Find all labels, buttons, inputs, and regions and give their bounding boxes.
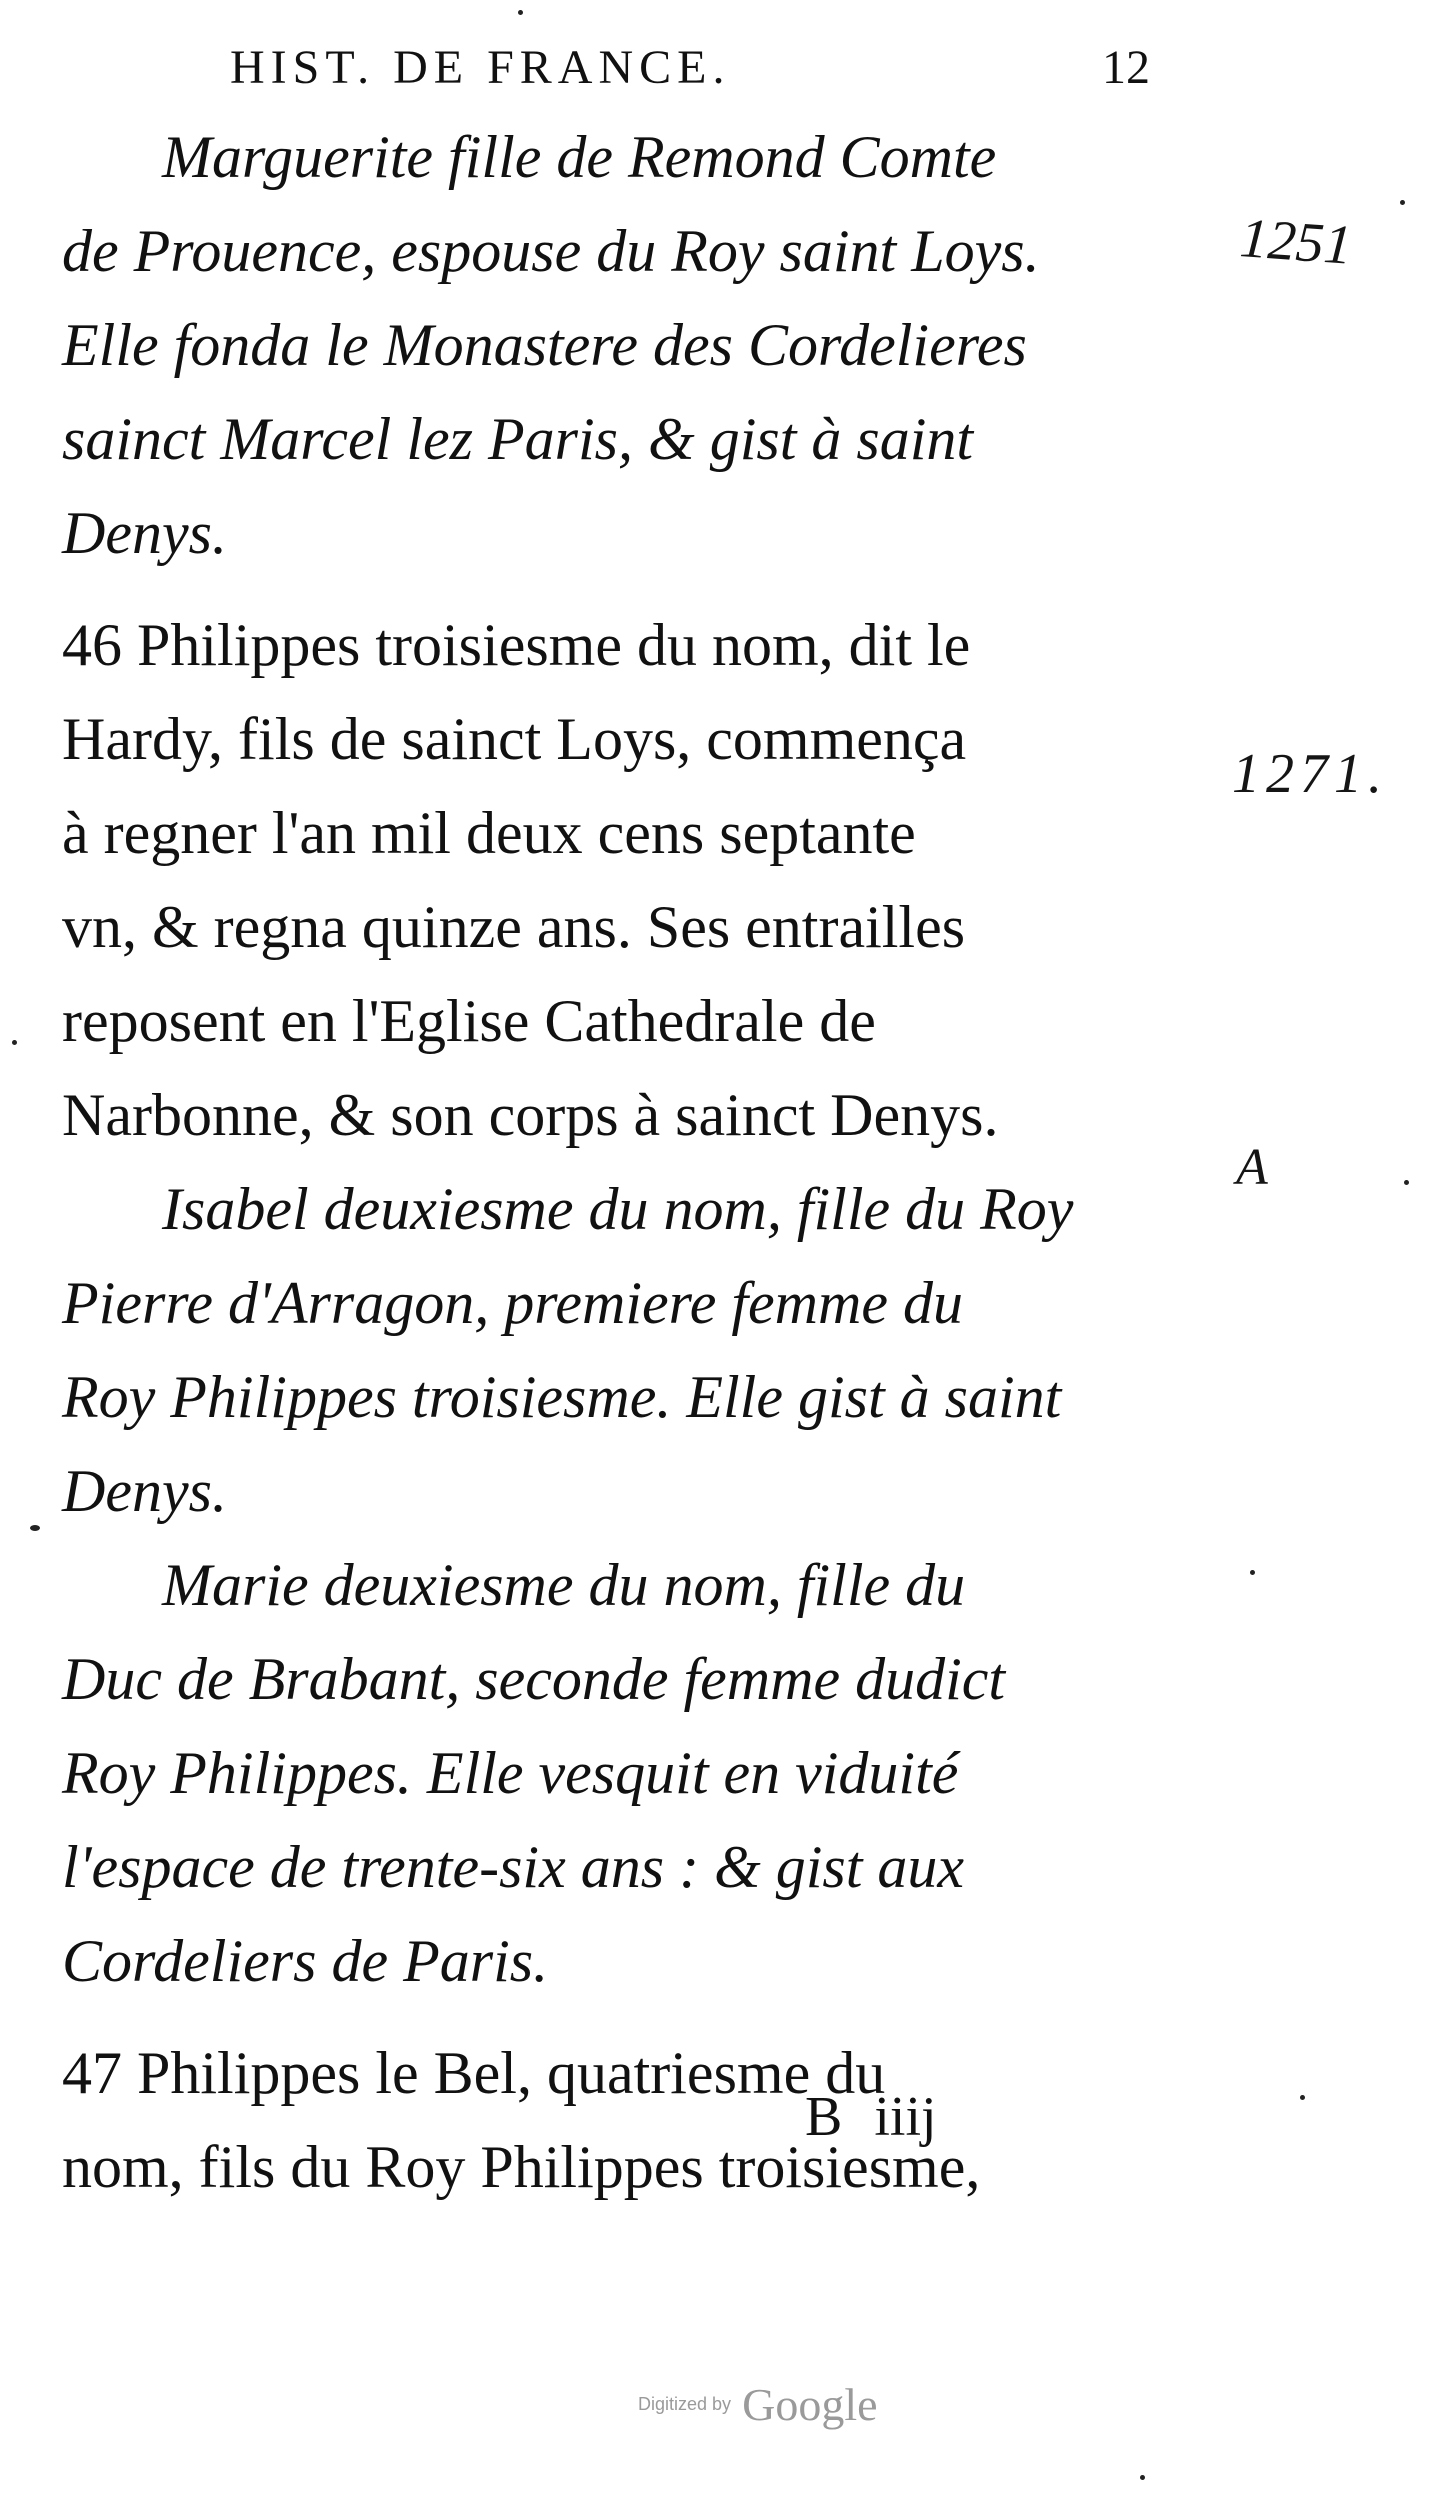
text-line: sainct Marcel lez Paris, & gist à saint [62, 406, 974, 472]
margin-note: 1251 [1237, 207, 1355, 277]
scan-speck [1300, 2095, 1305, 2100]
text-line: Cordeliers de Paris. [62, 1928, 549, 1994]
text-line: Pierre d'Arragon, premiere femme du [62, 1270, 963, 1336]
text-line: Denys. [62, 500, 227, 566]
digitized-brand: Google [742, 2379, 878, 2430]
text-line: reposent en l'Eglise Cathedrale de [62, 988, 876, 1054]
text-line: à regner l'an mil deux cens septante [62, 800, 916, 866]
scan-speck [30, 1525, 40, 1531]
text-line: Roy Philippes troisiesme. Elle gist à saint [62, 1364, 1062, 1430]
scan-speck [12, 1040, 17, 1045]
signature-mark: B iiij [805, 2086, 937, 2148]
text-line: nom, fils du Roy Philippes troisiesme, [62, 2134, 981, 2200]
page-number: 12 [1102, 41, 1150, 94]
scan-speck [1250, 1570, 1255, 1575]
text-line: de Prouence, espouse du Roy saint Loys. [62, 218, 1040, 284]
scan-speck [1140, 2475, 1145, 2480]
text-line: Denys. [62, 1458, 227, 1524]
running-head [230, 40, 1150, 100]
text-line: Marie deuxiesme du nom, fille du [162, 1552, 966, 1618]
margin-note: A [1236, 1139, 1268, 1196]
text-line: 46 Philippes troisiesme du nom, dit le [62, 612, 971, 678]
digitized-prefix: Digitized by [638, 2394, 732, 2414]
body-text [62, 110, 1182, 2214]
text-line: vn, & regna quinze ans. Ses entrailles [62, 894, 966, 960]
text-line: Duc de Brabant, seconde femme dudict [62, 1646, 1006, 1712]
scan-speck [518, 10, 523, 15]
text-line: Marguerite fille de Remond Comte [162, 124, 997, 190]
text-line: 47 Philippes le Bel, quatriesme du [62, 2040, 886, 2106]
scan-speck [1400, 200, 1405, 205]
text-line: Roy Philippes. Elle vesquit en viduité [62, 1740, 959, 1806]
scan-speck [1404, 1180, 1409, 1185]
text-line: l'espace de trente-six ans : & gist aux [62, 1834, 965, 1900]
running-title: HIST. DE FRANCE. [230, 41, 731, 94]
text-line: Narbonne, & son corps à sainct Denys. [62, 1082, 999, 1148]
margin-note: 1271. [1232, 743, 1388, 805]
text-line: Isabel deuxiesme du nom, fille du Roy [162, 1176, 1074, 1242]
digitized-watermark [638, 2378, 878, 2431]
text-line: Hardy, fils de sainct Loys, commença [62, 706, 967, 772]
text-line: Elle fonda le Monastere des Cordelieres [62, 312, 1027, 378]
